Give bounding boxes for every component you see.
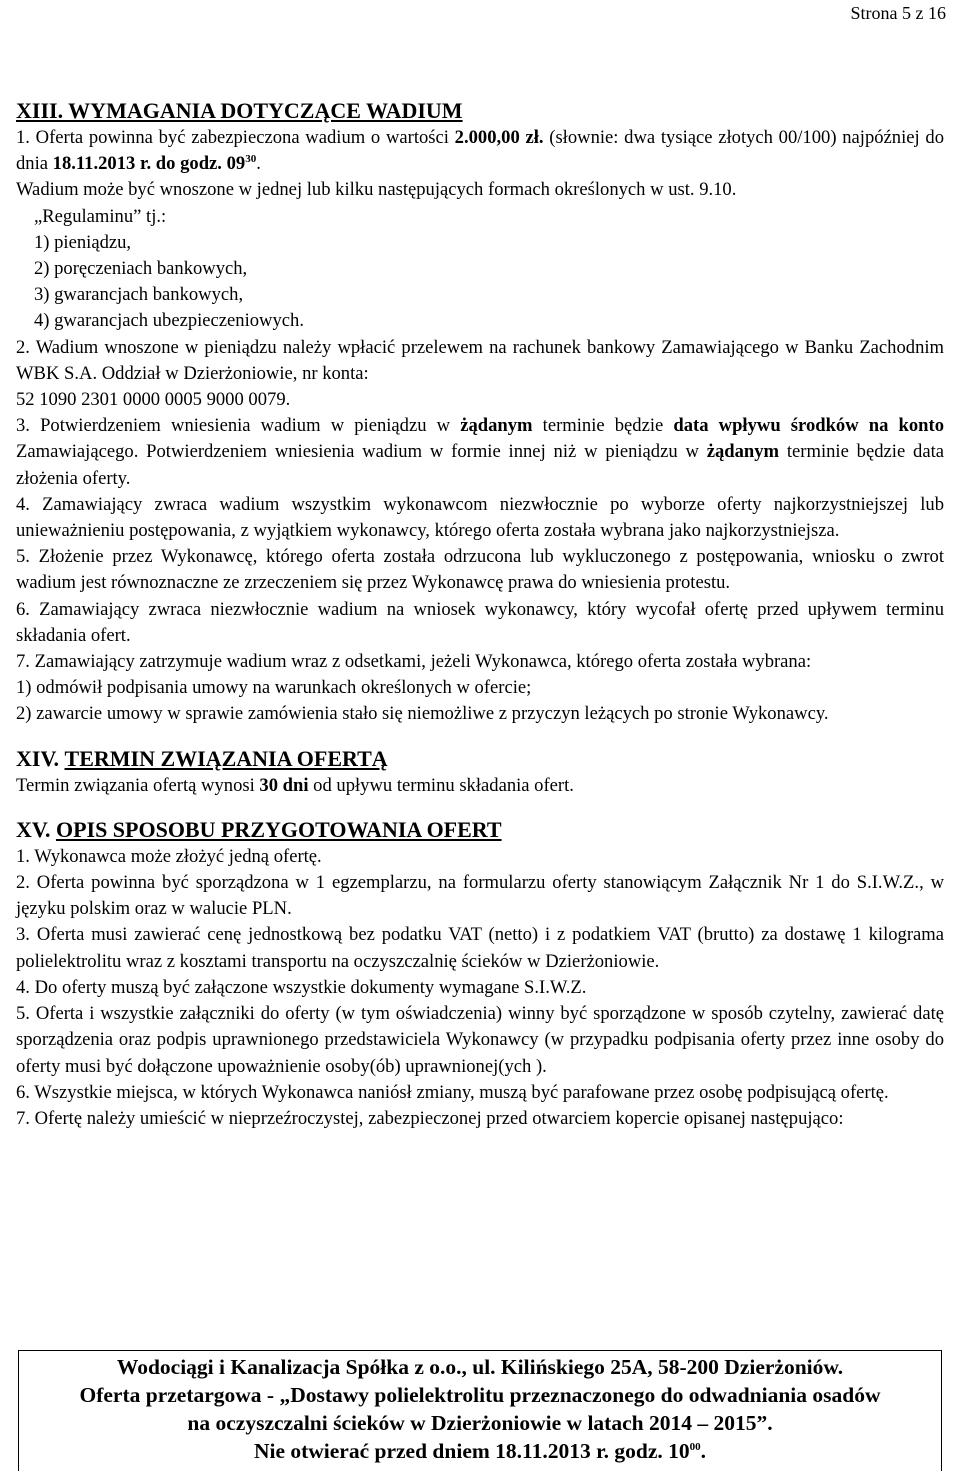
page-number: Strona 5 z 16 (850, 3, 946, 23)
paragraph-3: 3. Potwierdzeniem wniesienia wadium w pieniądzu w żądanym terminie będzie data wpływu środków na konto Zamawiającego. Potwierdzeniem wniesienia wadium w formie innej niż w pieniądzu w żądanym terminie będzie data złożenia oferty. (16, 415, 945, 489)
document-body (16, 97, 944, 1132)
section-xv-title: XV. OPIS SPOSOBU PRZYGOTOWANIA OFERT (16, 816, 502, 842)
paragraph-1-regulamin: „Regulaminu” tj.: (34, 205, 167, 227)
list-item: 5. Oferta i wszystkie załączniki do oferty (w tym oświadczenia) winny być sporządzone w sposób czytelny, zawierać datę sporządzenia oraz podpis uprawnionego przedstawiciela Wykonawcy (w przypadku podpisania oferty przez inne osoby do oferty musi być dołączone upoważnienie osoby(ób) uprawnionej(ych ). (16, 1003, 944, 1077)
paragraph-5: 5. Złożenie przez Wykonawcę, którego oferta została odrzucona lub wykluczonego z postępowania, wniosku o zwrot wadium jest równoznaczne ze zrzeczeniem się przez Wykonawcę prawa do wniesienia protestu. (16, 546, 944, 594)
list-item: 4. Do oferty muszą być załączone wszystkie dokumenty wymagane S.I.W.Z. (16, 976, 587, 998)
list-item: 2) poręczeniach bankowych, (34, 258, 248, 280)
section-xiii-title: XIII. WYMAGANIA DOTYCZĄCE WADIUM (16, 98, 463, 123)
list-item: 2. Oferta powinna być sporządzona w 1 egzemplarzu, na formularzu oferty stanowiącym Załącznik Nr 1 do S.I.W.Z., w języku polskim oraz w walucie PLN. (16, 872, 944, 920)
paragraph-7-item-1: 1) odmówił podpisania umowy na warunkach określonych w ofercie; (16, 677, 532, 699)
paragraph-2: 2. Wadium wnoszone w pieniądzu należy wpłacić przelewem na rachunek bankowy Zamawiającego w Banku Zachodnim WBK S.A. Oddział w Dzierżoniowie, nr konta: (16, 336, 944, 384)
list-item: 1. Wykonawca może złożyć jedną ofertę. (16, 845, 322, 867)
list-item: 4) gwarancjach ubezpieczeniowych. (34, 310, 304, 332)
paragraph-4: 4. Zamawiający zwraca wadium wszystkim wykonawcom niezwłocznie po wyborze oferty najkorzystniejszej lub unieważnieniu postępowania, z wyjątkiem wykonawcy, którego oferta została wybrana jako najkorzystniejsza. (16, 493, 944, 542)
section-xiv-text: Termin związania ofertą wynosi 30 dni od upływu terminu składania ofert. (16, 774, 574, 796)
list-item: 7. Ofertę należy umieścić w nieprzeźroczystej, zabezpieczonej przed otwarciem kopercie opisanej następująco: (16, 1107, 844, 1129)
bank-account-number: 52 1090 2301 0000 0005 9000 0079. (16, 389, 291, 411)
envelope-open-date: Nie otwierać przed dniem 18.11.2013 r. godz. $10^{00}$. (253, 1439, 707, 1463)
envelope-offer-title: Oferta przetargowa - „Dostawy polielektrolitu przeznaczonego do odwadniania osadów (79, 1383, 881, 1407)
paragraph-6: 6. Zamawiający zwraca niezwłocznie wadium na wniosek wykonawcy, który wycofał ofertę przed upływem terminu składania ofert. (16, 598, 944, 646)
envelope-address: Wodociągi i Kanalizacja Spółka z o.o., ul. Kilińskiego 25A, 58-200 Dzierżoniów. (116, 1355, 844, 1379)
paragraph-7: 7. Zamawiający zatrzymuje wadium wraz z odsetkami, jeżeli Wykonawca, którego oferta została wybrana: (16, 651, 812, 673)
spacer (16, 799, 944, 816)
paragraph-1-forms: Wadium może być wnoszone w jednej lub kilku następujących formach określonych w ust. 9.10. (16, 179, 737, 201)
list-item: 3) gwarancjach bankowych, (34, 284, 244, 306)
list-item: 1) pieniądzu, (34, 231, 132, 253)
section-xiv-title: XIV. TERMIN ZWIĄZANIA OFERTĄ (16, 745, 388, 771)
list-item: 6. Wszystkie miejsca, w których Wykonawca naniósł zmiany, muszą być parafowane przez osobę podpisującą ofertę. (16, 1081, 889, 1103)
paragraph-7-item-2: 2) zawarcie umowy w sprawie zamówienia stało się niemożliwe z przyczyn leżących po stronie Wykonawcy. (16, 703, 829, 725)
paragraph-1: 1. Oferta powinna być zabezpieczona wadium o wartości 2.000,00 zł. (słownie: dwa tysiące złotych 00/100) najpóźniej do dnia 18.11.2013 r. do godz. $09^{30}$. (16, 127, 944, 175)
envelope-offer-title-cont: na oczyszczalni ścieków w Dzierżoniowie w latach 2014 – 2015”. (187, 1411, 773, 1435)
envelope-label-box (18, 1350, 942, 1471)
spacer (16, 728, 944, 745)
list-item: 3. Oferta musi zawierać cenę jednostkową bez podatku VAT (netto) i z podatkiem VAT (brutto) za dostawę 1 kilograma polielektrolitu wraz z kosztami transportu na oczyszczalnię ścieków w Dzierżoniowie. (16, 924, 944, 972)
